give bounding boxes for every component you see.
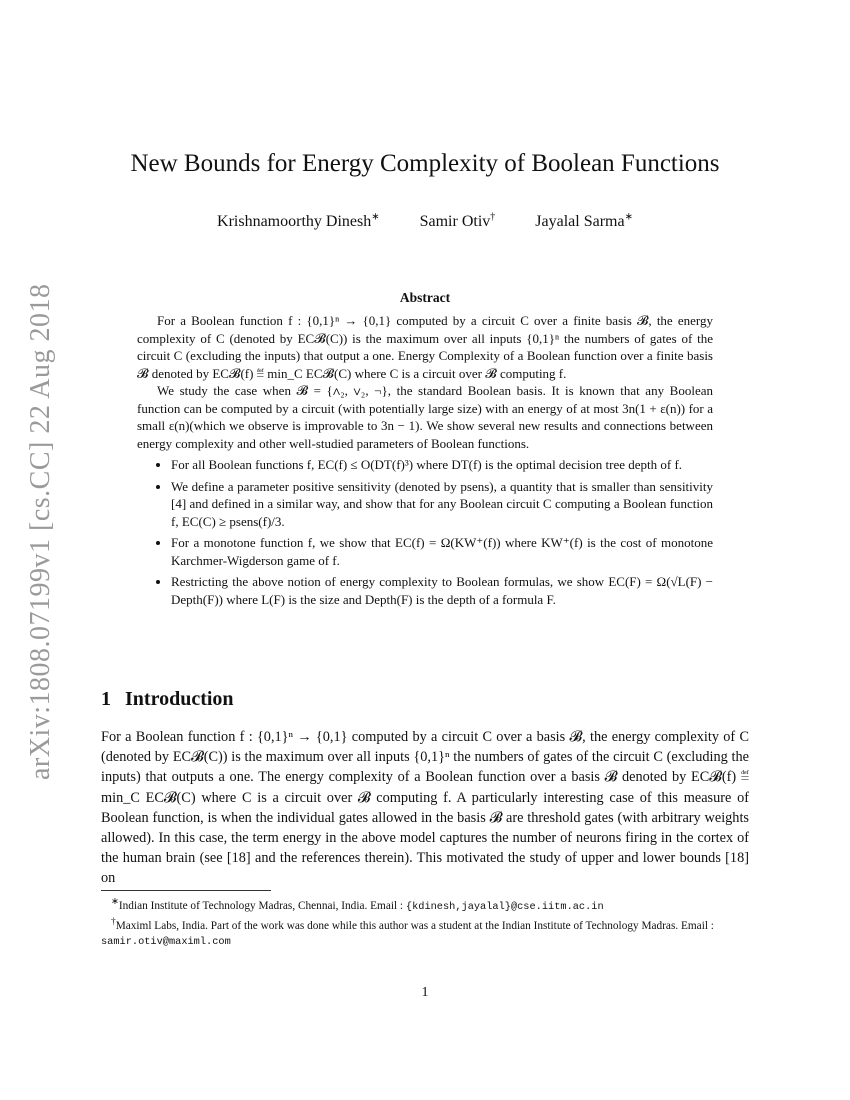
arxiv-identifier: arXiv:1808.07199v1 [cs.CC] 22 Aug 2018	[25, 283, 56, 780]
abstract-paragraph-2: We study the case when 𝓑 = {∧₂, ∨₂, ¬}, the standard Boolean basis. It is known that any Boolean function can be computed by a circuit (with potentially large size) with an energy of at most 3n(1 + ε(n)) for a small ε(n)(which we observe is improvable to 3n − 1). We show several new results and connections between energy complexity and other well-studied parameters of Boolean functions.	[137, 383, 713, 451]
footnote-1-email[interactable]: {kdinesh,jayalal}@cse.iitm.ac.in	[405, 900, 604, 913]
introduction-body	[101, 727, 749, 889]
result-item: • For a monotone function f, we show that EC(f) = Ω(KW⁺(f)) where KW⁺(f) is the cost of monotone Karchmer-Wigderson game of f.	[171, 534, 713, 569]
footnotes	[101, 895, 749, 950]
author-2: Samir Otiv†	[419, 212, 496, 231]
abstract-paragraph-1: For a Boolean function f : {0,1}ⁿ → {0,1} computed by a circuit C over a finite basis 𝓑, the energy complexity of C (denoted by EC𝓑(C)) is the maximum over all inputs {0,1}ⁿ the numbers of gates of the circuit C (excluding the inputs) that output a one. Energy Complexity of a Boolean function over a finite basis 𝓑 denoted by EC𝓑(f) ≝ min_C EC𝓑(C) where C is a circuit over 𝓑 computing f.	[137, 313, 713, 381]
author-1: Krishnamoorthy Dinesh∗	[217, 212, 380, 231]
paper-title: New Bounds for Energy Complexity of Boolean Functions	[130, 150, 720, 177]
section-title: Introduction	[125, 688, 234, 710]
result-item: • Restricting the above notion of energy complexity to Boolean formulas, we show EC(F) = Ω(√L(F) − Depth(F)) where L(F) is the size and Depth(F) is the depth of a formula F.	[171, 573, 713, 608]
result-item: • For all Boolean functions f, EC(f) ≤ O(DT(f)³) where DT(f) is the optimal decision tree depth of f.	[171, 456, 713, 474]
footnote-2: †Maximl Labs, India. Part of the work was done while this author was a student at the Indian Institute of Technology Madras. Email : samir.otiv@maximl.com	[101, 916, 714, 948]
section-heading	[101, 688, 234, 711]
footnote-1: ∗Indian Institute of Technology Madras, Chennai, India. Email : {kdinesh,jayalal}@cse.iitm.ac.in	[111, 897, 604, 913]
footnote-2-email[interactable]: samir.otiv@maximl.com	[101, 935, 231, 948]
result-item: • We define a parameter positive sensitivity (denoted by psens), a quantity that is smaller than sensitivity [4] and defined in a similar way, and show that for any Boolean circuit C computing a Boolean function f, EC(C) ≥ psens(f)/3.	[171, 478, 713, 531]
intro-paragraph-1: For a Boolean function f : {0,1}ⁿ → {0,1} computed by a circuit C over a basis 𝓑, the energy complexity of C (denoted by EC𝓑(C)) is the maximum over all inputs {0,1}ⁿ the numbers of gates of the circuit C (excluding the inputs) that outputs a one. The energy complexity of a Boolean function over a basis 𝓑 denoted by EC𝓑(f) ≝ min_C EC𝓑(C) where C is a circuit over 𝓑 computing f. A particularly interesting case of this measure of Boolean function, is when the individual gates allowed in the basis 𝓑 are threshold gates (with arbitrary weights allowed). In this case, the term energy in the above model captures the number of neurons firing in the cortex of the human brain (see [18] and the references therein). This motivated the study of upper and lower bounds [18] on	[101, 729, 749, 887]
abstract-results-list	[137, 456, 713, 608]
footnote-rule	[101, 890, 271, 891]
abstract-body	[137, 312, 713, 612]
page-number: 1	[421, 985, 429, 1000]
author-list	[0, 212, 850, 231]
author-3: Jayalal Sarma∗	[535, 212, 633, 231]
abstract-heading: Abstract	[399, 290, 451, 305]
section-number: 1	[101, 688, 111, 710]
